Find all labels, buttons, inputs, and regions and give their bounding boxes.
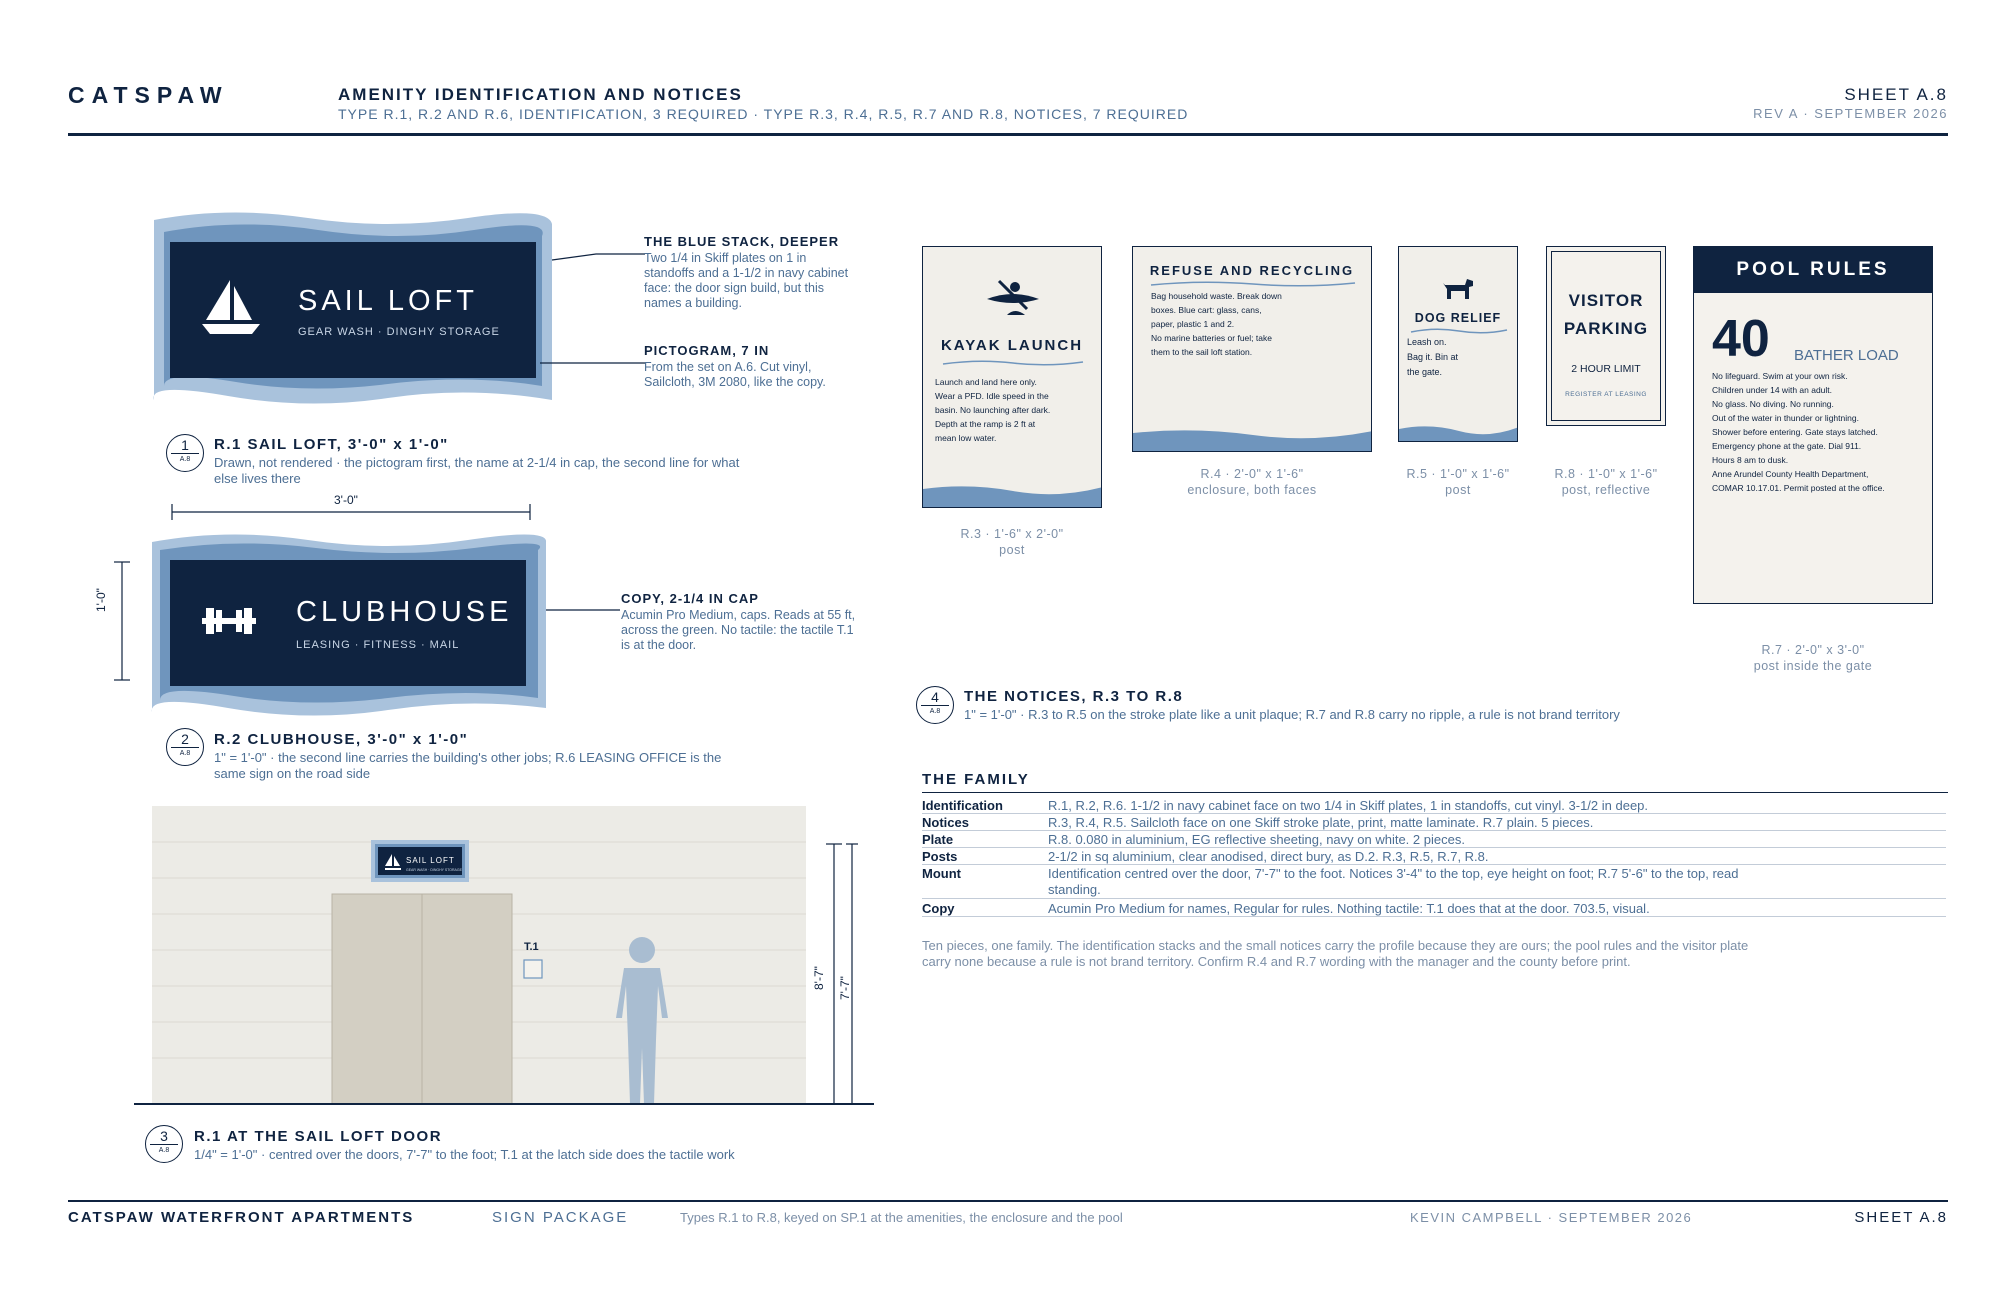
table-row: Mount Identification centred over the door, 7'-7" to the foot. Notices 3'-4" to the top, eye height on foot; R.7 5'-6" to the top, read standing. [922, 865, 1946, 899]
dim-height: 1'-0" [94, 588, 108, 612]
r3-body: Launch and land here only. Wear a PFD. Idle speed in the basin. No launching after dark. Depth at the ramp is 2 ft at mean low water. [935, 377, 1051, 443]
r3-caption: R.3 · 1'-6" x 2'-0" post [960, 527, 1064, 557]
r7-title: POOL RULES [1736, 259, 1890, 280]
detail-title-4: THE NOTICES, R.3 TO R.8 [964, 688, 1184, 705]
detail-sub-1: Drawn, not rendered · the pictogram first, the name at 2-1/4 in cap, the second line for what else lives there [214, 455, 740, 486]
footer-package: SIGN PACKAGE [492, 1209, 629, 1226]
callout-heading: PICTOGRAM, 7 IN [644, 343, 770, 358]
family-rule [922, 792, 1948, 793]
r4-wave-base [1133, 427, 1371, 452]
detail-bubble-1: 1 A.8 [166, 434, 204, 472]
dim-elev-total: 8'-7" [812, 966, 826, 990]
footer-rule [68, 1200, 1948, 1202]
r4-refuse-panel [1132, 246, 1372, 452]
r7-pool-rules-panel [1693, 246, 1933, 604]
brand-wordmark: CATSPAW [68, 82, 229, 108]
r7-caption: R.7 · 2'-0" x 3'-0" post inside the gate [1753, 643, 1873, 673]
detail-bubble-4: 4 A.8 [916, 686, 954, 724]
family-table [922, 796, 1948, 926]
r3-title-wave [941, 359, 1085, 367]
footer-sheet: SHEET A.8 [1854, 1209, 1948, 1226]
r5-dog-relief-panel [1398, 246, 1518, 442]
detail-sub-3: 1/4" = 1'-0" · centred over the doors, 7'-7" to the foot; T.1 at the latch side does the tactile work [194, 1147, 735, 1162]
r3-wave-base [923, 483, 1101, 508]
elev-sign-name: SAIL LOFT [406, 856, 455, 865]
callout-body: Two 1/4 in Skiff plates on 1 in standoffs and a 1-1/2 in navy cabinet face: the door sign build, but this names a building. [644, 251, 849, 310]
r4-body: Bag household waste. Break down boxes. Blue cart: glass, cans, paper, plastic 1 and 2. No marine batteries or fuel; take them to the sail loft station. [1151, 291, 1282, 357]
r2-sign-line2: LEASING · FITNESS · MAIL [296, 639, 460, 651]
elev-sign-line2: GEAR WASH · DINGHY STORAGE [406, 868, 462, 872]
kayaker-icon [985, 277, 1041, 317]
footer-author: KEVIN CAMPBELL · SEPTEMBER 2026 [1410, 1210, 1693, 1225]
footer-description: Types R.1 to R.8, keyed on SP.1 at the amenities, the enclosure and the pool [680, 1210, 1123, 1225]
callout-blue-stack [644, 234, 854, 311]
detail-bubble-2: 2 A.8 [166, 728, 204, 766]
r7-number: 40 [1712, 310, 1770, 368]
family-note: Ten pieces, one family. The identification stacks and the small notices carry the profile because they are ours; the pool rules and the visitor plate carry none because a rule is not brand territory. Confirm R.4 and R.7 wording with the manager and the county before print. [922, 938, 1749, 969]
dim-width: 3'-0" [334, 493, 358, 507]
family-title: THE FAMILY [922, 771, 1030, 788]
detail-title-1: R.1 SAIL LOFT, 3'-0" x 1'-0" [214, 436, 449, 453]
detail-title-2: R.2 CLUBHOUSE, 3'-0" x 1'-0" [214, 731, 469, 748]
r5-title-wave [1409, 327, 1509, 335]
table-row: Notices R.3, R.4, R.5. Sailcloth face on one Skiff stroke plate, print, matte laminate. R.7 plain. 5 pieces. [922, 814, 1946, 831]
r2-sign-name: CLUBHOUSE [296, 596, 513, 628]
table-row: Plate R.8. 0.080 in aluminium, EG reflective sheeting, navy on white. 2 pieces. [922, 831, 1946, 848]
r4-title: REFUSE AND RECYCLING [1149, 263, 1355, 278]
r8-caption: R.8 · 1'-0" x 1'-6" post, reflective [1554, 467, 1658, 497]
t1-label: T.1 [524, 941, 539, 953]
r4-caption: R.4 · 2'-0" x 1'-6" enclosure, both faces [1187, 467, 1317, 497]
callout-heading: THE BLUE STACK, DEEPER [644, 234, 840, 249]
revision: REV A · SEPTEMBER 2026 [1753, 106, 1948, 121]
sheet-number: SHEET A.8 [1844, 85, 1948, 104]
detail-bubble-3: 3 A.8 [145, 1125, 183, 1163]
r8-line2: PARKING [1563, 319, 1649, 338]
table-row: Posts 2-1/2 in sq aluminium, clear anodised, direct bury, as D.2. R.3, R.5, R.7, R.8. [922, 848, 1946, 865]
r5-caption: R.5 · 1'-0" x 1'-6" post [1406, 467, 1510, 497]
table-row: Copy Acumin Pro Medium for names, Regular for rules. Nothing tactile: T.1 does that at the door. 703.5, visual. [922, 899, 1946, 917]
r8-register: REGISTER AT LEASING [1565, 391, 1647, 398]
r7-body: No lifeguard. Swim at your own risk. Children under 14 with an adult. No glass. No diving. No running. Out of the water in thunder or lightning. Shower before entering. Gate stays latched. Emergency phone at the gate. Dial 911. Hours 8 am to dusk. Anne Arundel County Health Department, COMAR 10.17.01. Permit posted at the office. [1712, 371, 1885, 493]
callout-copy [621, 591, 861, 653]
r5-body: Leash on. Bag it. Bin at the gate. [1407, 337, 1459, 377]
r1-sign-name: SAIL LOFT [298, 285, 478, 317]
detail-title-3: R.1 AT THE SAIL LOFT DOOR [194, 1128, 443, 1145]
dim-elev-foot: 7'-7" [838, 976, 852, 1000]
callout-body: Acumin Pro Medium, caps. Reads at 55 ft, across the green. No tactile: the tactile T.1 is at the door. [621, 608, 856, 652]
r2-clubhouse-sign [148, 532, 548, 716]
sheet-subtitle: TYPE R.1, R.2 AND R.6, IDENTIFICATION, 3 REQUIRED · TYPE R.3, R.4, R.5, R.7 AND R.8, NOTICES, 7 REQUIRED [338, 106, 1189, 122]
detail-sub-2: 1" = 1'-0" · the second line carries the building's other jobs; R.6 LEASING OFFICE is the same sign on the road side [214, 750, 722, 781]
callout-body: From the set on A.6. Cut vinyl, Sailcloth, 3M 2080, like the copy. [644, 360, 826, 389]
r3-kayak-launch-panel [922, 246, 1102, 508]
detail-sub-4: 1" = 1'-0" · R.3 to R.5 on the stroke plate like a unit plaque; R.7 and R.8 carry no ripple, a rule is not brand territory [964, 707, 1620, 722]
table-row: Identification R.1, R.2, R.6. 1-1/2 in navy cabinet face on two 1/4 in Skiff plates, 1 in standoffs, cut vinyl. 3-1/2 in deep. [922, 796, 1946, 814]
r5-title: DOG RELIEF [1414, 311, 1502, 325]
r8-line1: VISITOR [1568, 291, 1644, 310]
r8-visitor-parking-panel [1546, 246, 1666, 426]
r5-wave-base [1399, 423, 1517, 442]
dog-icon [1443, 277, 1475, 299]
footer-project: CATSPAW WATERFRONT APARTMENTS [68, 1209, 415, 1226]
r4-title-wave [1149, 280, 1357, 288]
sheet-title: AMENITY IDENTIFICATION AND NOTICES [338, 85, 743, 104]
elevation-sail-loft-door [134, 800, 874, 1110]
r1-sign-line2: GEAR WASH · DINGHY STORAGE [298, 326, 500, 338]
callout-pictogram [644, 343, 854, 390]
callout-heading: COPY, 2-1/4 IN CAP [621, 591, 759, 606]
r8-limit: 2 HOUR LIMIT [1571, 363, 1641, 375]
r3-title: KAYAK LAUNCH [940, 337, 1084, 354]
r7-load: BATHER LOAD [1794, 347, 1899, 364]
